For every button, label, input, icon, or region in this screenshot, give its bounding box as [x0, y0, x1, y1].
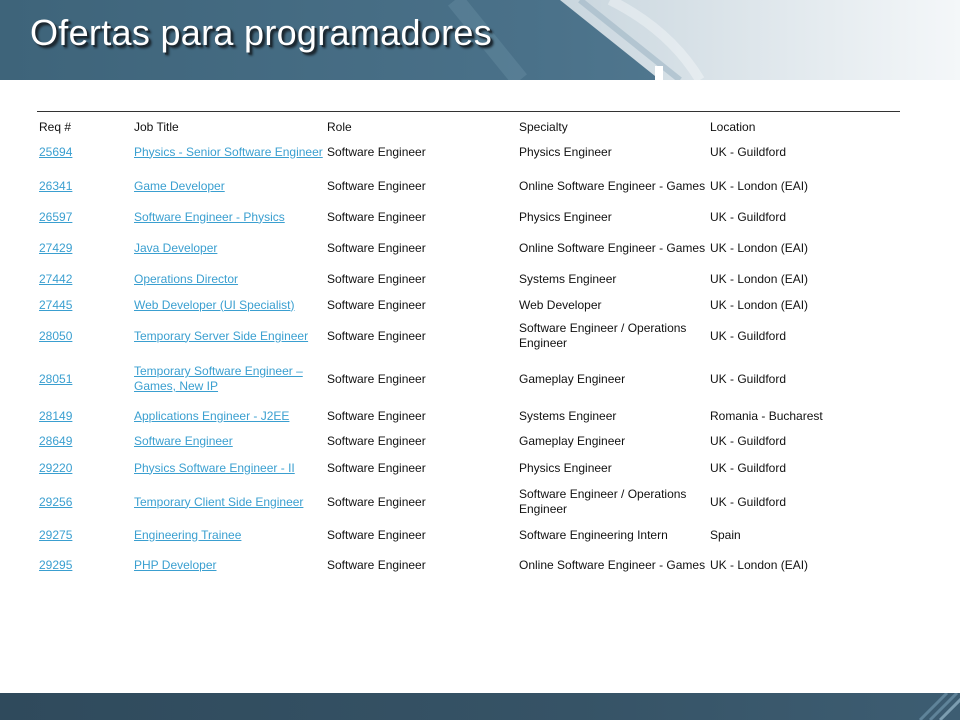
- location-cell: UK - London (EAI): [710, 240, 809, 255]
- location-cell: UK - London (EAI): [710, 178, 809, 193]
- req-cell: [37, 136, 132, 168]
- role-cell: Software Engineer: [327, 494, 426, 509]
- table-row: [37, 482, 900, 522]
- role-cell: Software Engineer: [327, 328, 426, 343]
- header-location: Location: [708, 112, 900, 137]
- title-cell: [132, 230, 325, 266]
- req-link[interactable]: 27445: [39, 297, 73, 312]
- job-title-link[interactable]: Physics Software Engineer - II: [134, 460, 295, 475]
- location-cell: UK - Guildford: [710, 144, 787, 159]
- title-cell: [132, 292, 325, 318]
- location-cell: UK - London (EAI): [710, 271, 809, 286]
- req-link[interactable]: 29275: [39, 527, 73, 542]
- specialty-cell: Online Software Engineer - Games: [519, 240, 706, 255]
- job-title-link[interactable]: Operations Director: [134, 271, 239, 286]
- slide-title: Ofertas para programadores: [30, 12, 493, 53]
- req-link[interactable]: 28050: [39, 328, 73, 343]
- job-title-link[interactable]: Applications Engineer - J2EE: [134, 408, 290, 423]
- job-title-link[interactable]: Temporary Software Engineer – Games, New IP: [134, 364, 303, 393]
- title-cell: [132, 318, 325, 354]
- location-cell: UK - Guildford: [710, 328, 787, 343]
- specialty-cell: Software Engineering Intern: [519, 527, 668, 542]
- req-link[interactable]: 29256: [39, 494, 73, 509]
- location-cell: Spain: [710, 527, 741, 542]
- title-cell: [132, 428, 325, 454]
- title-cell: [132, 136, 325, 168]
- job-title-link[interactable]: Software Engineer - Physics: [134, 209, 285, 224]
- specialty-cell: Software Engineer / Operations Engineer: [519, 487, 687, 516]
- specialty-cell: Physics Engineer: [519, 209, 612, 224]
- table-row: [37, 428, 900, 454]
- table-row: [37, 318, 900, 354]
- req-link[interactable]: 27442: [39, 271, 73, 286]
- role-cell: Software Engineer: [327, 271, 426, 286]
- specialty-cell: Physics Engineer: [519, 460, 612, 475]
- table-row: [37, 136, 900, 168]
- req-link[interactable]: 28051: [39, 371, 73, 386]
- location-cell: UK - Guildford: [710, 371, 787, 386]
- req-cell: [37, 454, 132, 482]
- req-link[interactable]: 25694: [39, 144, 73, 159]
- location-cell: UK - Guildford: [710, 209, 787, 224]
- title-cell: [132, 522, 325, 548]
- req-link[interactable]: 29295: [39, 557, 73, 572]
- table-row: [37, 354, 900, 404]
- role-cell: Software Engineer: [327, 144, 426, 159]
- table-row: [37, 454, 900, 482]
- job-title-link[interactable]: Temporary Client Side Engineer: [134, 494, 304, 509]
- req-cell: [37, 548, 132, 582]
- table-row: [37, 522, 900, 548]
- job-title-link[interactable]: Game Developer: [134, 178, 225, 193]
- req-cell: [37, 404, 132, 428]
- title-cell: [132, 482, 325, 522]
- table-row: [37, 404, 900, 428]
- role-cell: Software Engineer: [327, 178, 426, 193]
- role-cell: Software Engineer: [327, 433, 426, 448]
- job-title-link[interactable]: Engineering Trainee: [134, 527, 242, 542]
- req-cell: [37, 354, 132, 404]
- location-cell: UK - London (EAI): [710, 297, 809, 312]
- req-cell: [37, 266, 132, 292]
- table-row: [37, 230, 900, 266]
- req-cell: [37, 522, 132, 548]
- title-cell: [132, 168, 325, 204]
- title-cell: [132, 404, 325, 428]
- table-body: [37, 136, 900, 582]
- location-cell: Romania - Bucharest: [710, 408, 823, 423]
- specialty-cell: Online Software Engineer - Games: [519, 557, 706, 572]
- req-link[interactable]: 29220: [39, 460, 73, 475]
- location-cell: UK - London (EAI): [710, 557, 809, 572]
- req-cell: [37, 230, 132, 266]
- job-title-link[interactable]: Physics - Senior Software Engineer: [134, 144, 323, 159]
- job-listings: [37, 111, 900, 582]
- role-cell: Software Engineer: [327, 297, 426, 312]
- title-cell: [132, 266, 325, 292]
- req-cell: [37, 318, 132, 354]
- header-role: Role: [325, 112, 517, 137]
- req-cell: [37, 428, 132, 454]
- header-req: Req #: [37, 112, 132, 137]
- req-link[interactable]: 28649: [39, 433, 73, 448]
- role-cell: Software Engineer: [327, 460, 426, 475]
- req-cell: [37, 292, 132, 318]
- role-cell: Software Engineer: [327, 527, 426, 542]
- req-link[interactable]: 26341: [39, 178, 73, 193]
- role-cell: Software Engineer: [327, 371, 426, 386]
- footer-bar: [0, 693, 960, 720]
- role-cell: Software Engineer: [327, 557, 426, 572]
- title-cell: [132, 354, 325, 404]
- table-row: [37, 204, 900, 230]
- header-specialty: Specialty: [517, 112, 708, 137]
- specialty-cell: Physics Engineer: [519, 144, 612, 159]
- header-row: [37, 112, 900, 137]
- req-link[interactable]: 28149: [39, 408, 73, 423]
- job-table: [37, 111, 900, 582]
- role-cell: Software Engineer: [327, 209, 426, 224]
- job-title-link[interactable]: Web Developer (UI Specialist): [134, 297, 295, 312]
- title-cell: [132, 454, 325, 482]
- location-cell: UK - Guildford: [710, 494, 787, 509]
- job-title-link[interactable]: Software Engineer: [134, 433, 233, 448]
- title-cell: [132, 548, 325, 582]
- specialty-cell: Systems Engineer: [519, 271, 617, 286]
- job-title-link[interactable]: Temporary Server Side Engineer: [134, 328, 309, 343]
- table-header: [37, 112, 900, 137]
- specialty-cell: Software Engineer / Operations Engineer: [519, 321, 687, 350]
- specialty-cell: Gameplay Engineer: [519, 371, 626, 386]
- location-cell: UK - Guildford: [710, 433, 787, 448]
- title-cell: [132, 204, 325, 230]
- role-cell: Software Engineer: [327, 240, 426, 255]
- table-row: [37, 548, 900, 582]
- table-row: [37, 292, 900, 318]
- req-link[interactable]: 27429: [39, 240, 73, 255]
- job-title-link[interactable]: Java Developer: [134, 240, 218, 255]
- footer-stripes: [900, 693, 960, 720]
- specialty-cell: Web Developer: [519, 297, 602, 312]
- table-row: [37, 168, 900, 204]
- location-cell: UK - Guildford: [710, 460, 787, 475]
- table-row: [37, 266, 900, 292]
- title-banner: [0, 0, 960, 80]
- req-link[interactable]: 26597: [39, 209, 73, 224]
- role-cell: Software Engineer: [327, 408, 426, 423]
- header-job-title: Job Title: [132, 112, 325, 137]
- req-cell: [37, 482, 132, 522]
- job-title-link[interactable]: PHP Developer: [134, 557, 217, 572]
- specialty-cell: Gameplay Engineer: [519, 433, 626, 448]
- specialty-cell: Systems Engineer: [519, 408, 617, 423]
- req-cell: [37, 168, 132, 204]
- specialty-cell: Online Software Engineer - Games: [519, 178, 706, 193]
- req-cell: [37, 204, 132, 230]
